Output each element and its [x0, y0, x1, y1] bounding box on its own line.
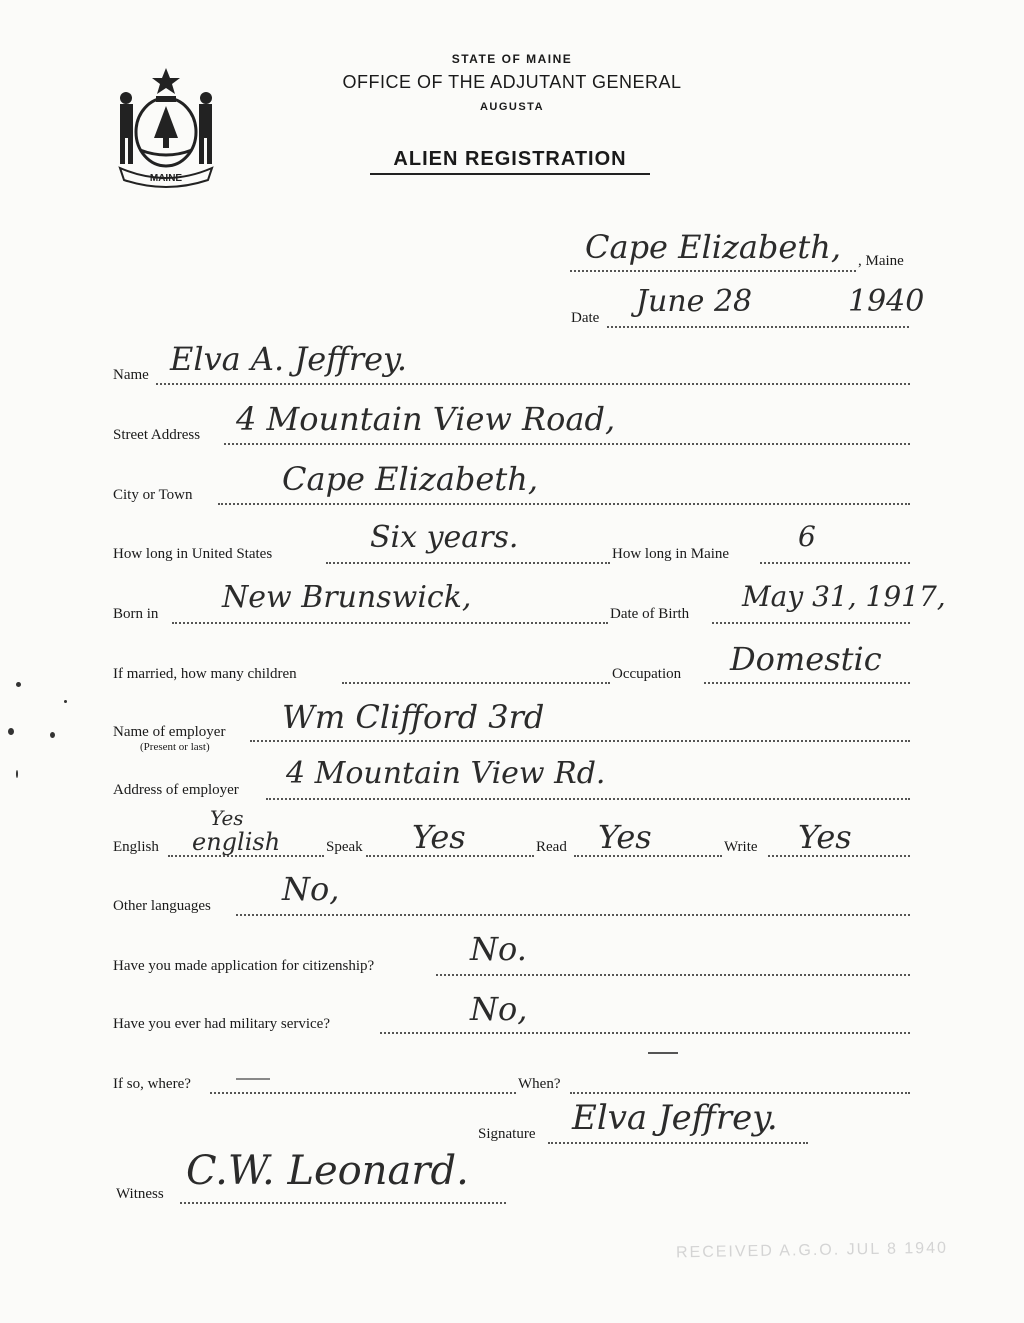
read-label: Read [536, 839, 567, 855]
header-city: AUGUSTA [479, 101, 545, 113]
date-month-day: June 28 [636, 284, 753, 319]
name-line [156, 383, 910, 385]
speck [16, 682, 21, 687]
speck [16, 770, 18, 778]
how-long-maine-entry: 6 [798, 520, 816, 553]
employer-name-line [250, 740, 910, 742]
occupation-line [704, 682, 910, 684]
date-label: Date [571, 310, 600, 326]
citizenship-entry: No. [470, 930, 527, 968]
citizenship-label: Have you made application for citizenship? [113, 958, 375, 974]
employer-note: (Present or last) [140, 741, 210, 753]
place-entry: Cape Elizabeth, [585, 228, 841, 266]
maine-suffix: , Maine [858, 253, 904, 269]
citizenship-line [436, 974, 910, 976]
header-state: STATE OF MAINE [451, 52, 573, 66]
received-stamp: RECEIVED A.G.O. JUL 8 1940 [675, 1239, 949, 1262]
witness-entry: C.W. Leonard. [186, 1148, 469, 1194]
dash-mark-left [236, 1078, 270, 1080]
employer-address-label: Address of employer [113, 782, 239, 798]
employer-name-label: Name of employer [113, 724, 226, 740]
street-address-entry: 4 Mountain View Road, [236, 400, 616, 438]
header-office: OFFICE OF THE ADJUTANT GENERAL [342, 72, 682, 92]
married-children-label: If married, how many children [113, 666, 297, 682]
if-so-where-label: If so, where? [113, 1076, 191, 1092]
military-entry: No, [470, 990, 528, 1028]
if-so-where-line [210, 1092, 516, 1094]
how-long-us-entry: Six years. [370, 520, 519, 555]
city-or-town-entry: Cape Elizabeth, [282, 460, 538, 498]
signature-line [548, 1142, 808, 1144]
read-entry: Yes [598, 818, 652, 856]
speck [64, 700, 67, 703]
other-languages-line [236, 914, 910, 916]
write-label: Write [724, 839, 758, 855]
date-line [607, 326, 909, 328]
city-or-town-line [218, 503, 910, 505]
how-long-us-label: How long in United States [113, 546, 273, 562]
employer-name-entry: Wm Clifford 3rd [282, 698, 545, 736]
born-in-label: Born in [113, 606, 159, 622]
name-entry: Elva A. Jeffrey. [170, 340, 408, 378]
when-line [570, 1092, 910, 1094]
dash-mark [648, 1052, 678, 1054]
street-address-line [224, 443, 910, 445]
name-label: Name [113, 367, 149, 383]
military-label: Have you ever had military service? [113, 1016, 330, 1032]
witness-line [180, 1202, 506, 1204]
how-long-maine-line [760, 562, 910, 564]
other-languages-entry: No, [282, 870, 340, 908]
form-title: ALIEN REGISTRATION [370, 148, 650, 175]
city-or-town-label: City or Town [113, 487, 193, 503]
seal-label: MAINE [149, 173, 183, 184]
date-of-birth-line [712, 622, 910, 624]
signature-entry: Elva Jeffrey. [572, 1098, 778, 1138]
born-in-line [172, 622, 608, 624]
speak-entry: Yes [412, 818, 466, 856]
write-entry: Yes [798, 818, 852, 856]
street-address-label: Street Address [113, 427, 201, 443]
date-of-birth-entry: May 31, 1917, [742, 580, 946, 613]
english-entry-above: Yes [210, 806, 244, 830]
employer-address-line [266, 798, 910, 800]
other-languages-label: Other languages [113, 898, 211, 914]
how-long-maine-label: How long in Maine [612, 546, 730, 562]
occupation-label: Occupation [612, 666, 682, 682]
english-label: English [113, 839, 159, 855]
born-in-entry: New Brunswick, [222, 580, 472, 615]
when-label: When? [518, 1076, 561, 1092]
date-year: 1940 [848, 284, 925, 319]
signature-label: Signature [478, 1126, 536, 1142]
occupation-entry: Domestic [730, 640, 882, 678]
witness-label: Witness [116, 1186, 164, 1202]
speck [8, 728, 14, 735]
military-line [380, 1032, 910, 1034]
english-entry: english [192, 828, 281, 856]
place-line [570, 270, 856, 272]
employer-address-entry: 4 Mountain View Rd. [286, 756, 606, 791]
speck [50, 732, 55, 738]
how-long-us-line [326, 562, 610, 564]
speak-label: Speak [326, 839, 363, 855]
married-children-line [342, 682, 610, 684]
date-of-birth-label: Date of Birth [610, 606, 690, 622]
